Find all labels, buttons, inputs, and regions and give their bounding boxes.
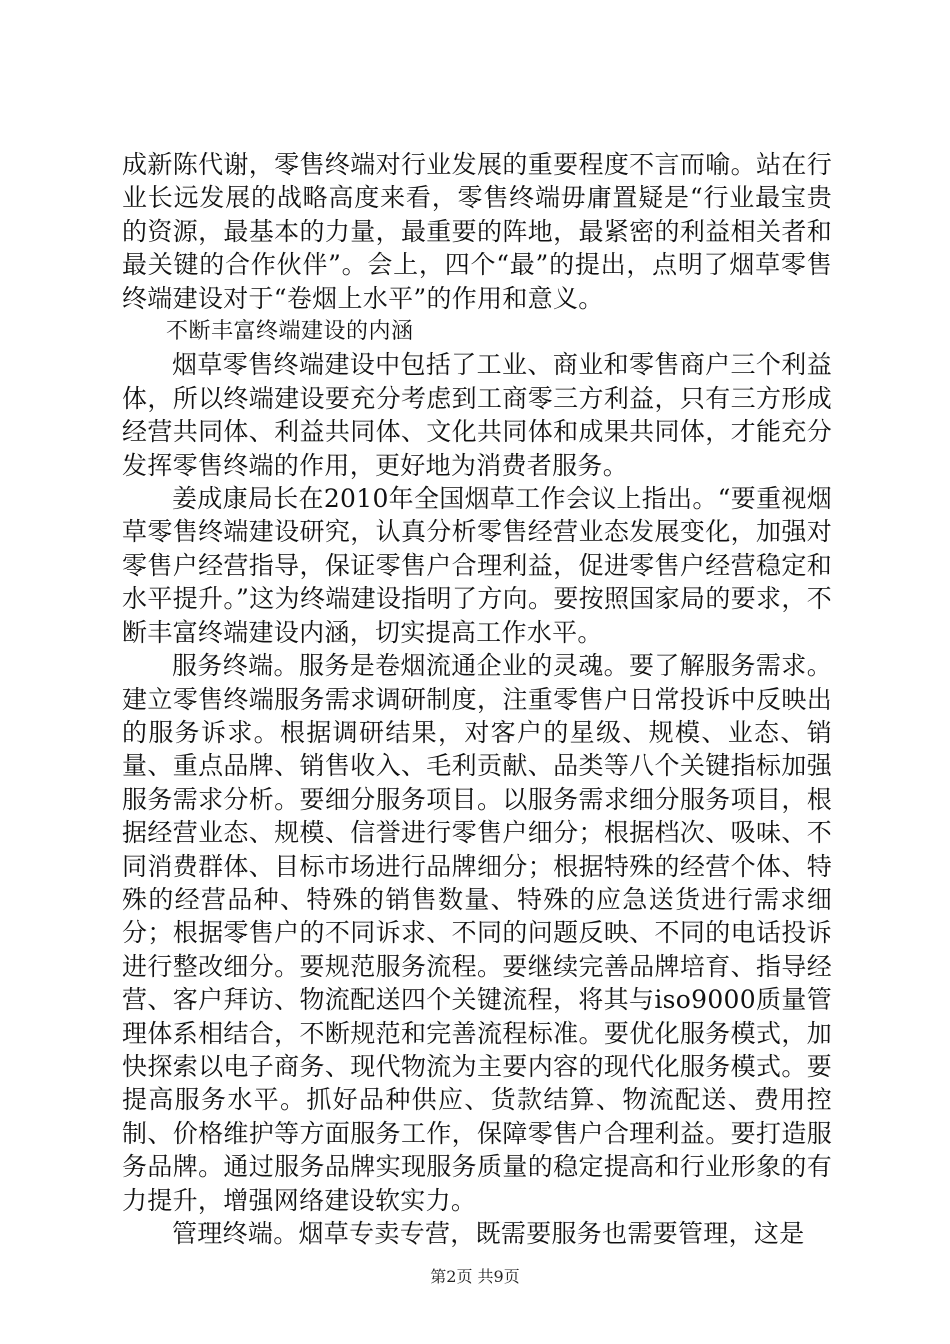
section-heading: 不断丰富终端建设的内涵 (166, 319, 414, 345)
page-footer: 第2页 共9页 (430, 1267, 520, 1286)
paragraph: 烟草零售终端建设中包括了工业、商业和零售商户三个利益体，所以终端建设要充分考虑到工商零三方利益，只有三方形成经营共同体、利益共同体、文化共同体和成果共同体，才能充分发挥零售终端的作用，更好地为消费者服务。 (122, 350, 832, 480)
paragraph: 服务终端。服务是卷烟流通企业的灵魂。要了解服务需求。建立零售终端服务需求调研制度，注重零售户日常投诉中反映出的服务诉求。根据调研结果，对客户的星级、规模、业态、销量、重点品牌、销售收入、毛利贡献、品类等八个关键指标加强服务需求分析。要细分服务项目。以服务需求细分服务项目，根据经营业态、规模、信誉进行零售户细分；根据档次、吸味、不同消费群体、目标市场进行品牌细分；根据特殊的经营个体、特殊的经营品种、特殊的销售数量、特殊的应急送货进行需求细分；根据零售户的不同诉求、不同的问题反映、不同的电话投诉进行整改细分。要规范服务流程。要继续完善品牌培育、指导经营、客户拜访、物流配送四个关键流程，将其与iso9000质量管理体系相结合，不断规范和完善流程标准。要优化服务模式，加快探索以电子商务、现代物流为主要内容的现代化服务模式。要提高服务水平。抓好品种供应、货款结算、物流配送、费用控制、价格维护等方面服务工作，保障零售户合理利益。要打造服务品牌。通过服务品牌实现服务质量的稳定提高和行业形象的有力提升，增强网络建设软实力。 (122, 651, 832, 1215)
paragraph: 管理终端。烟草专卖专营，既需要服务也需要管理，这是 (172, 1219, 805, 1248)
paragraph: 姜成康局长在2010年全国烟草工作会议上指出。“要重视烟草零售终端建设研究，认真分析零售经营业态发展变化，加强对零售户经营指导，保证零售户合理利益，促进零售户经营稳定和水平提升。”这为终端建设指明了方向。要按照国家局的要求，不断丰富终端建设内涵，切实提高工作水平。 (122, 484, 832, 647)
paragraph-continuation: 成新陈代谢，零售终端对行业发展的重要程度不言而喻。站在行业长远发展的战略高度来看，零售终端毋庸置疑是“行业最宝贵的资源，最基本的力量，最重要的阵地，最紧密的利益相关者和最关键的合作伙伴”。会上，四个“最”的提出，点明了烟草零售终端建设对于“卷烟上水平”的作用和意义。 (122, 150, 832, 313)
document-body (122, 148, 832, 1250)
